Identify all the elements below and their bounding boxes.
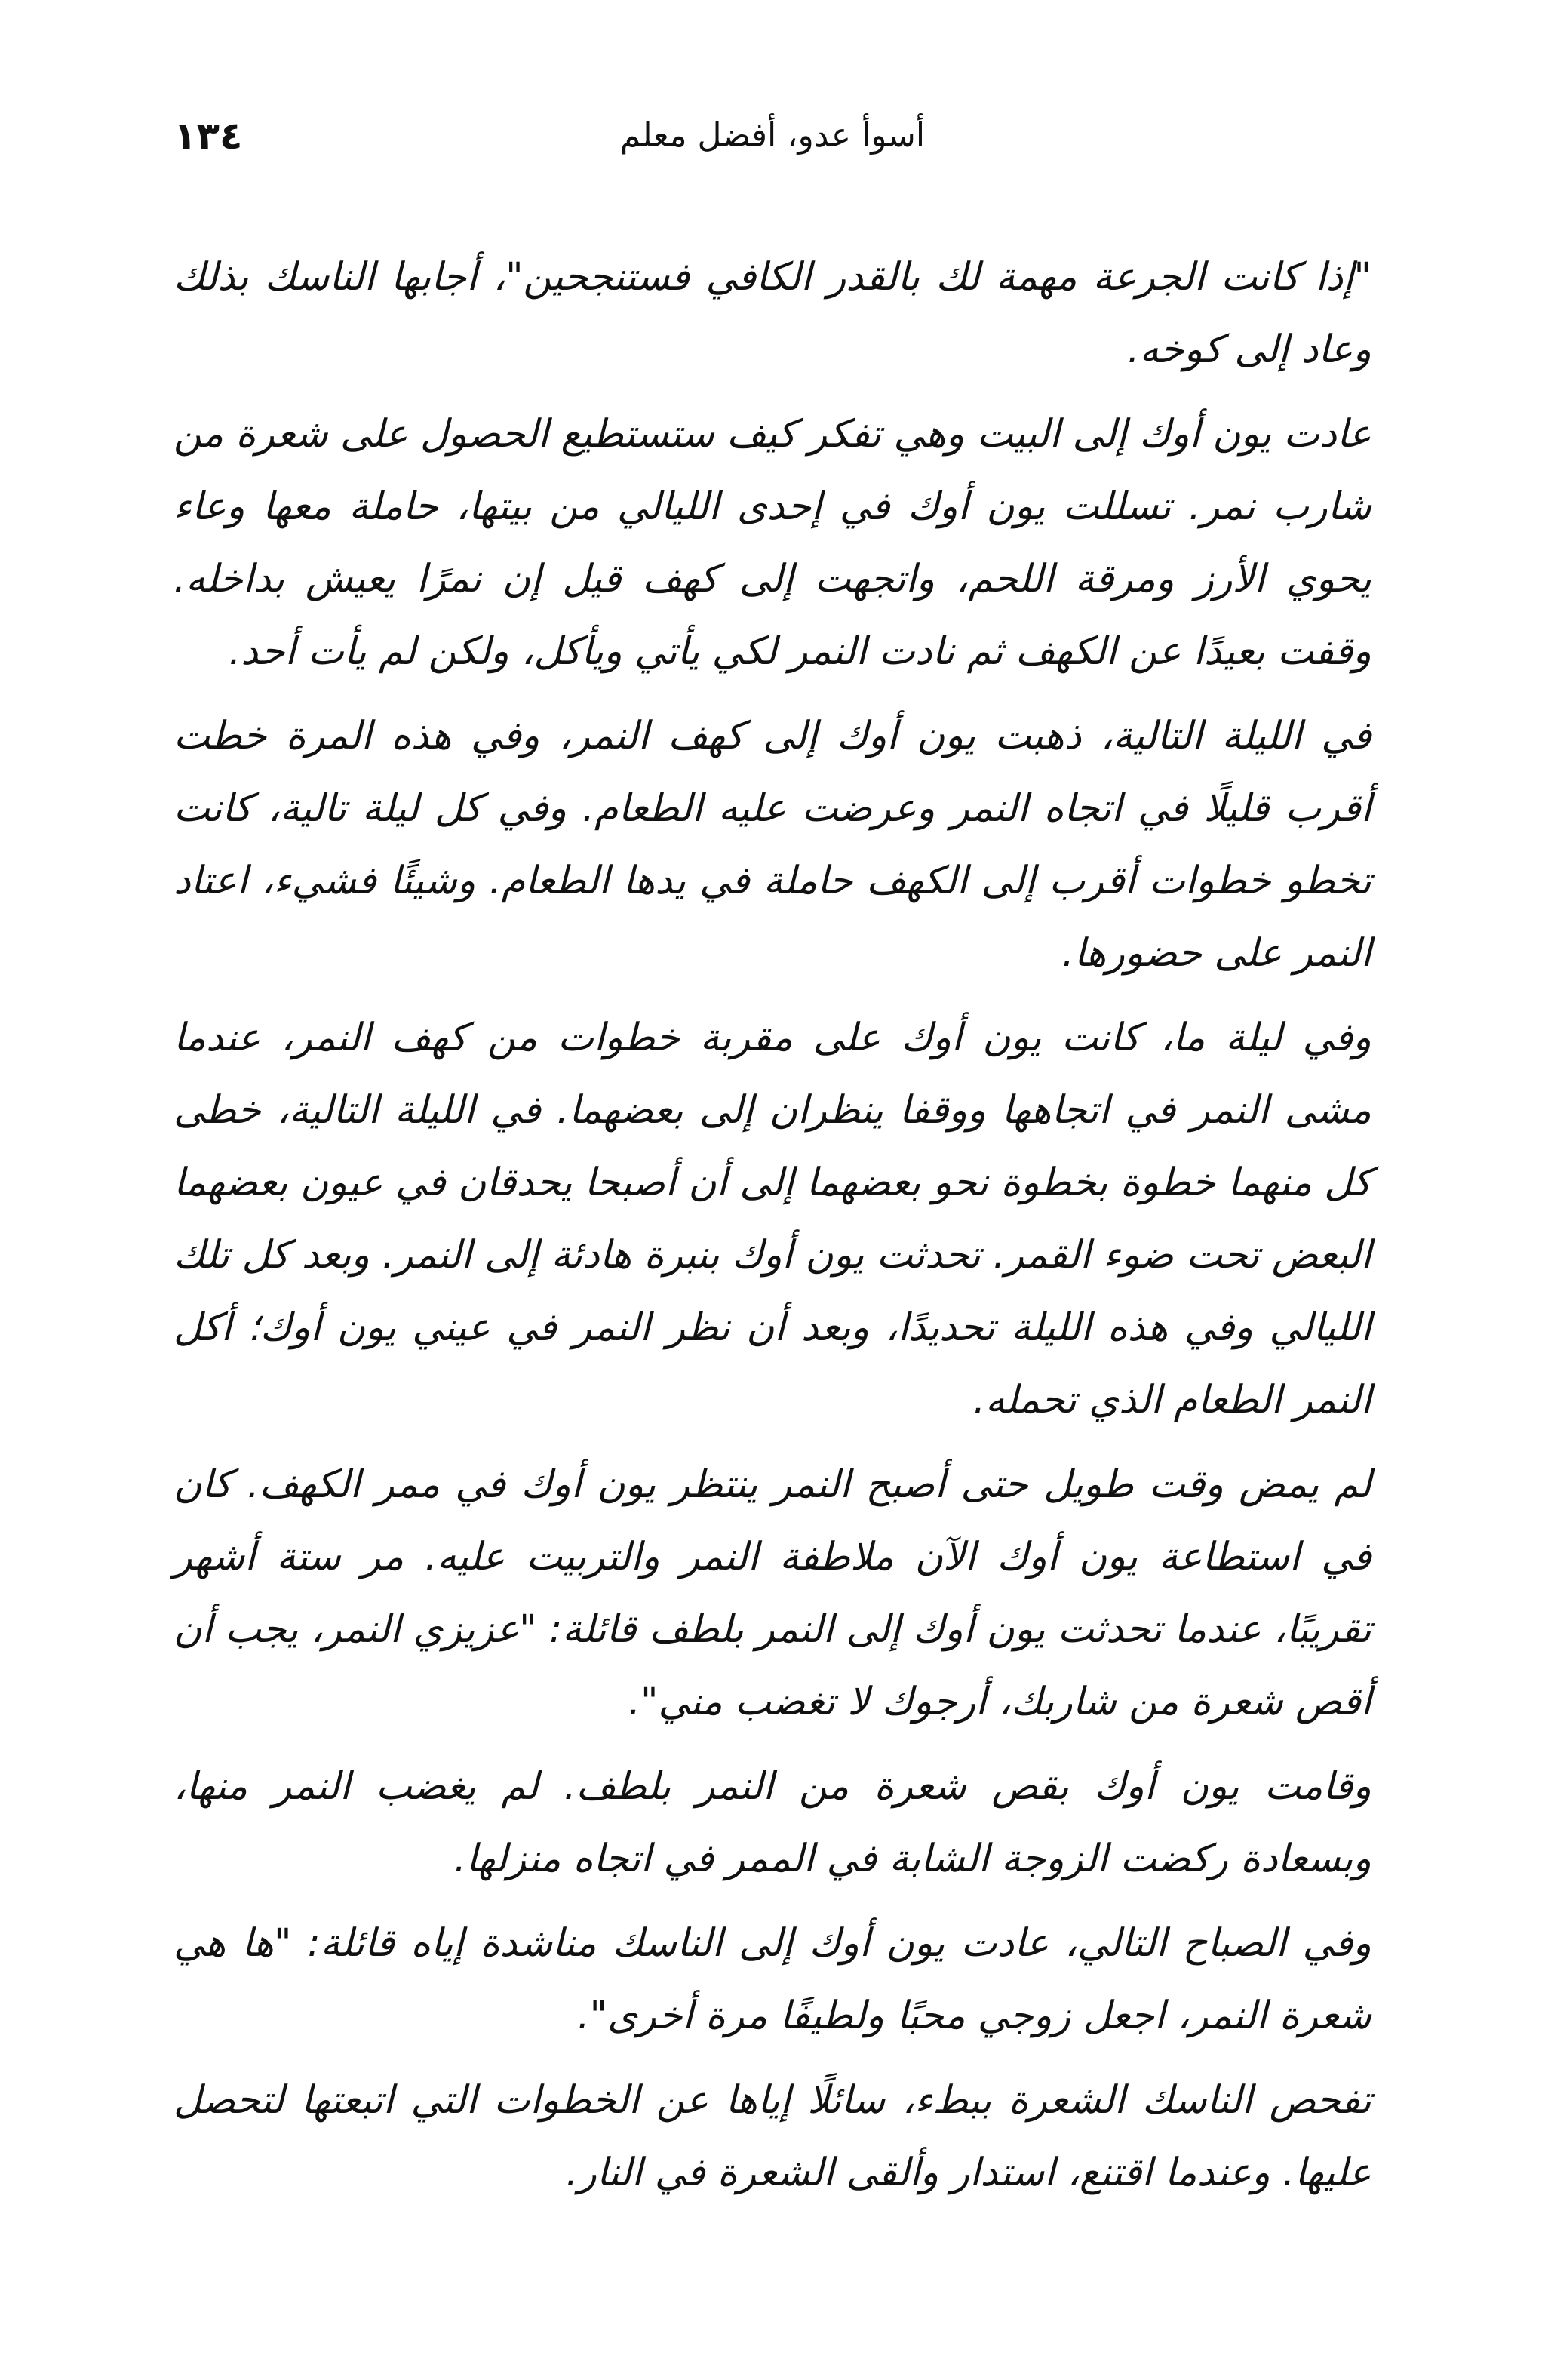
paragraph-2: عادت يون أوك إلى البيت وهي تفكر كيف ستستطيع الحصول على شعرة من شارب نمر. تسللت يون أوك في إحدى الليالي من بيتها، حاملة معها وعاء يحوي الأرز ومرقة اللحم، واتجهت إلى كهف قيل إن نمرًا يعيش بداخله. وقفت بعيدًا عن الكهف ثم نادت النمر لكي يأتي ويأكل، ولكن لم يأت أحد. — [174, 412, 1371, 674]
paragraph-8: تفحص الناسك الشعرة ببطء، سائلًا إياها عن الخطوات التي اتبعتها لتحصل عليها. وعندما اقتنع، استدار وألقى الشعرة في النار. — [174, 2078, 1371, 2195]
running-header — [174, 112, 1371, 172]
paragraph-5: لم يمض وقت طويل حتى أصبح النمر ينتظر يون أوك في ممر الكهف. كان في استطاعة يون أوك الآن ملاطفة النمر والتربيت عليه. مر ستة أشهر تقريبًا، عندما تحدثت يون أوك إلى النمر بلطف قائلة: "عزيزي النمر، يجب أن أقص شعرة من شاربك، أرجوك لا تغضب مني". — [174, 1462, 1371, 1724]
paragraph-3: في الليلة التالية، ذهبت يون أوك إلى كهف النمر، وفي هذه المرة خطت أقرب قليلًا في اتجاه النمر وعرضت عليه الطعام. وفي كل ليلة تالية، كانت تخطو خطوات أقرب إلى الكهف حاملة في يدها الطعام. وشيئًا فشيء، اعتاد النمر على حضورها. — [174, 714, 1371, 976]
paragraph-4: وفي ليلة ما، كانت يون أوك على مقربة خطوات من كهف النمر، عندما مشى النمر في اتجاهها ووقفا ينظران إلى بعضهما. في الليلة التالية، خطى كل منهما خطوة بخطوة نحو بعضهما إلى أن أصبحا يحدقان في عيون بعضهما البعض تحت ضوء القمر. تحدثت يون أوك بنبرة هادئة إلى النمر. وبعد كل تلك الليالي وفي هذه الليلة تحديدًا، وبعد أن نظر النمر في عيني يون أوك؛ أكل النمر الطعام الذي تحمله. — [174, 1016, 1371, 1422]
paragraph-1: "إذا كانت الجرعة مهمة لك بالقدر الكافي فستنجحين"، أجابها الناسك بذلك وعاد إلى كوخه. — [174, 255, 1371, 372]
paragraph-7: وفي الصباح التالي، عادت يون أوك إلى الناسك مناشدة إياه قائلة: "ها هي شعرة النمر، اجعل زوجي محبًا ولطيفًا مرة أخرى". — [174, 1921, 1371, 2038]
body-text — [174, 241, 1371, 2222]
running-title: أسوأ عدو، أفضل معلم — [619, 116, 926, 155]
page-number: ١٣٤ — [174, 114, 243, 158]
paragraph-6: وقامت يون أوك بقص شعرة من النمر بلطف. لم يغضب النمر منها، وبسعادة ركضت الزوجة الشابة في الممر في اتجاه منزلها. — [174, 1764, 1371, 1881]
